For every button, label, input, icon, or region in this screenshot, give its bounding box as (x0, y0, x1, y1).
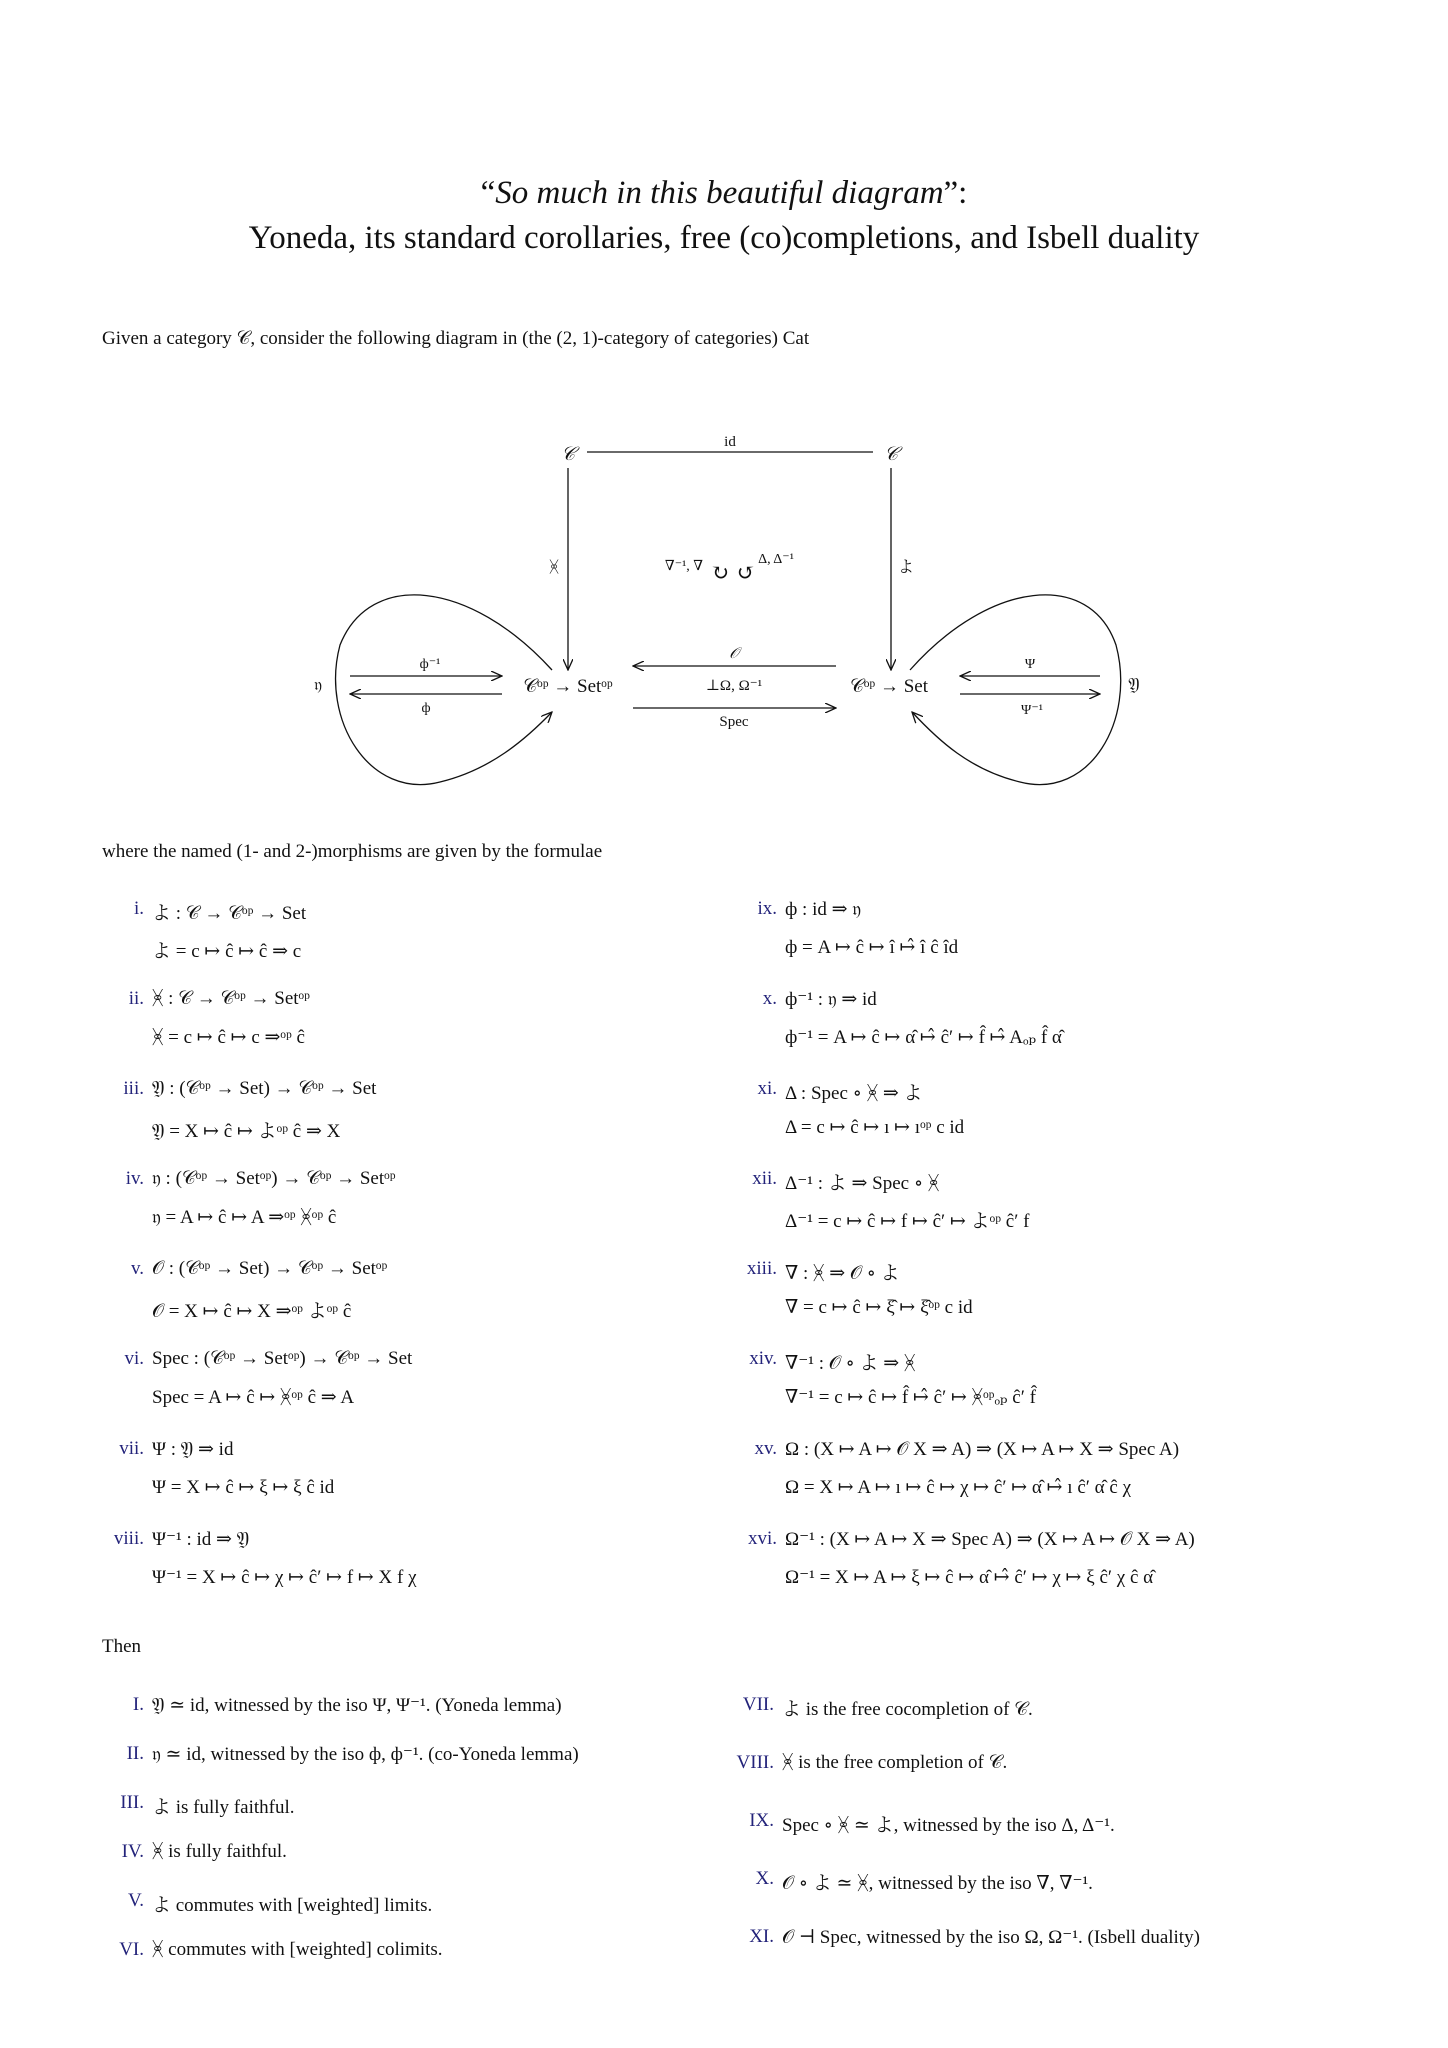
morph-sig: Δ⁻¹ : よ ⇒ Spec ∘ ᚸ (785, 1173, 940, 1194)
then-paragraph: Then (102, 1636, 142, 1657)
adjunction-label: ⊥Ω, Ω⁻¹ (705, 678, 763, 694)
morph-sig: ф⁻¹ : 𝔶 ⇒ id (785, 989, 877, 1010)
morph-formula: Ω = X ↦ A ↦ ı ↦ ĉ ↦ χ ↦ ĉ′ ↦ α̂ ↦̂ ı ĉ′ α̂ ĉ χ (785, 1477, 1131, 1498)
morph-formula: Ψ = X ↦ ĉ ↦ ξ ↦ ξ ĉ id (152, 1477, 335, 1498)
morph-formula: Δ = c ↦ ĉ ↦ ı ↦ ıᵒᵖ c id (785, 1117, 965, 1138)
morph-sig: ∇⁻¹ : 𝒪 ∘ よ ⇒ ᚸ (785, 1353, 916, 1374)
thm-text: 𝒪 ⊣ Spec, witnessed by the iso Ω, Ω⁻¹. (Isbell duality) (782, 1927, 1200, 1948)
left-loop (336, 595, 552, 785)
yo-op-label: ᚸ (549, 559, 559, 576)
morph-sig: ᚸ : 𝒞 → 𝒞ᵒᵖ → Setᵒᵖ (152, 988, 310, 1009)
morph-num: xiv. (749, 1348, 777, 1369)
morph-num: v. (130, 1258, 144, 1279)
psi-inv-label: Ψ⁻¹ (1021, 703, 1043, 718)
morph-num: xi. (757, 1078, 777, 1099)
intro-paragraph: Given a category 𝒞, consider the following diagram in (the (2, 1)-category of categories) Cat (102, 328, 810, 349)
morph-num: ix. (757, 898, 777, 919)
thm-text: 𝔜 ≃ id, witnessed by the iso Ψ, Ψ⁻¹. (Yoneda lemma) (152, 1695, 562, 1716)
morph-num: i. (133, 898, 144, 919)
morph-sig: Spec : (𝒞ᵒᵖ → Setᵒᵖ) → 𝒞ᵒᵖ → Set (152, 1348, 413, 1369)
thm-num: I. (132, 1694, 144, 1715)
morph-num: viii. (113, 1528, 144, 1549)
morph-sig: Δ : Spec ∘ ᚸ ⇒ よ (785, 1083, 923, 1104)
thm-num: V. (127, 1890, 144, 1911)
circ-right-icon: ↺ (736, 560, 756, 585)
morph-formula: ф⁻¹ = A ↦ ĉ ↦ α̂ ↦̂ ĉ′ ↦ f̂ ↦̂ Aₒₚ f̂ α̂ (785, 1027, 1062, 1048)
morph-formula: ᚸ = c ↦ ĉ ↦ c ⇒ᵒᵖ ĉ (152, 1027, 305, 1048)
commutative-diagram (290, 420, 1160, 800)
thm-text: ᚸ is the free completion of 𝒞. (782, 1752, 1008, 1773)
morph-sig: 𝔜 : (𝒞ᵒᵖ → Set) → 𝒞ᵒᵖ → Set (152, 1078, 377, 1099)
title-italic: So much in this beautiful diagram (495, 175, 944, 211)
c-top-left: 𝒞 (561, 444, 575, 465)
morph-formula: Ω⁻¹ = X ↦ A ↦ ξ ↦ ĉ ↦ α̂ ↦̂ ĉ′ ↦ χ ↦ ξ ĉ′ χ ĉ α̂ (785, 1567, 1154, 1588)
thm-num: X. (755, 1868, 774, 1889)
morph-num: xiii. (746, 1258, 777, 1279)
morph-num: x. (762, 988, 777, 1009)
quote-close: ”: (943, 175, 968, 211)
y-left-label: 𝔶 (314, 675, 322, 694)
where-paragraph: where the named (1- and 2-)morphisms are given by the formulae (102, 841, 603, 862)
presheaf: 𝒞ᵒᵖ → Set (849, 676, 929, 697)
thm-num: VI. (119, 1939, 144, 1960)
morph-num: xii. (752, 1168, 777, 1189)
two-cells-left: ∇⁻¹, ∇ (664, 559, 704, 574)
thm-text: 𝔶 ≃ id, witnessed by the iso ф, ф⁻¹. (co-Yoneda lemma) (152, 1744, 579, 1765)
thm-num: XI. (749, 1926, 774, 1947)
morph-sig: 𝒪 : (𝒞ᵒᵖ → Set) → 𝒞ᵒᵖ → Setᵒᵖ (152, 1258, 388, 1279)
morph-sig: ф : id ⇒ 𝔶 (785, 899, 862, 920)
co-yoneda-inv-label: ф (421, 701, 431, 716)
morph-formula: Spec = A ↦ ĉ ↦ ᚸᵒᵖ ĉ ⇒ A (152, 1387, 355, 1408)
thm-text: よ is the free cocompletion of 𝒞. (782, 1699, 1033, 1720)
thm-text: ᚸ is fully faithful. (152, 1841, 287, 1862)
title-line-2: Yoneda, its standard corollaries, free (co)completions, and Isbell duality (248, 220, 1200, 256)
spec-label: Spec (719, 714, 749, 730)
circ-left-icon: ↻ (710, 560, 730, 585)
morph-num: iv. (125, 1168, 144, 1189)
o-label: 𝒪 (729, 646, 739, 662)
morph-formula: 𝒪 = X ↦ ĉ ↦ X ⇒ᵒᵖ よᵒᵖ ĉ (152, 1301, 352, 1322)
morph-sig: ∇ : ᚸ ⇒ 𝒪 ∘ よ (785, 1263, 900, 1284)
thm-num: IX. (749, 1810, 774, 1831)
right-loop (910, 595, 1121, 785)
thm-text: 𝒪 ∘ よ ≃ ᚸ, witnessed by the iso ∇, ∇⁻¹. (782, 1873, 1093, 1894)
morph-formula: Δ⁻¹ = c ↦ ĉ ↦ f ↦ ĉ′ ↦ よᵒᵖ ĉ′ f (785, 1211, 1030, 1232)
thm-num: II. (126, 1743, 144, 1764)
morph-formula: 𝔶 = A ↦ ĉ ↦ A ⇒ᵒᵖ ᚸᵒᵖ ĉ (152, 1207, 337, 1228)
morph-num: xv. (754, 1438, 777, 1459)
thm-num: VIII. (736, 1752, 774, 1773)
yo-label: よ (897, 559, 915, 576)
morph-num: vi. (124, 1348, 144, 1369)
morph-num: vii. (119, 1438, 144, 1459)
thm-text: Spec ∘ ᚸ ≃ よ, witnessed by the iso Δ, Δ⁻¹. (782, 1815, 1115, 1836)
morph-sig: 𝔶 : (𝒞ᵒᵖ → Setᵒᵖ) → 𝒞ᵒᵖ → Setᵒᵖ (152, 1168, 396, 1189)
thm-num: VII. (742, 1694, 774, 1715)
morph-sig: よ : 𝒞 → 𝒞ᵒᵖ → Set (152, 903, 307, 924)
morph-sig: Ψ⁻¹ : id ⇒ 𝔜 (152, 1529, 250, 1550)
y-right-label: 𝔜 (1128, 675, 1140, 694)
presheaf-op: 𝒞ᵒᵖ → Setᵒᵖ (523, 676, 613, 697)
psi-label: Ψ (1024, 657, 1036, 672)
thm-text: よ is fully faithful. (152, 1797, 295, 1818)
thm-num: III. (120, 1792, 144, 1813)
thm-text: ᚸ commutes with [weighted] colimits. (152, 1939, 443, 1960)
morph-sig: Ω⁻¹ : (X ↦ A ↦ X ⇒ Spec A) ⇒ (X ↦ A ↦ 𝒪 X ⇒ A) (785, 1529, 1195, 1550)
morph-sig: Ω : (X ↦ A ↦ 𝒪 X ⇒ A) ⇒ (X ↦ A ↦ X ⇒ Spec A) (785, 1439, 1180, 1460)
morph-formula: ∇⁻¹ = c ↦ ĉ ↦ f̂ ↦̂ ĉ′ ↦ ᚸᵒᵖₒₚ ĉ′ f̂ (785, 1387, 1036, 1408)
morph-formula: 𝔜 = X ↦ ĉ ↦ よᵒᵖ ĉ ⇒ X (152, 1121, 341, 1142)
id-label: id (724, 434, 736, 450)
thm-text: よ commutes with [weighted] limits. (152, 1895, 433, 1916)
quote-open: “ (480, 175, 496, 211)
c-top-right: 𝒞 (884, 444, 898, 465)
morph-num: ii. (128, 988, 144, 1009)
morph-formula: ∇ = c ↦ ĉ ↦ ξ̂ ↦ ξ̂ᵒᵖ c id (785, 1297, 973, 1318)
co-yoneda-label: ф⁻¹ (419, 657, 441, 672)
two-cells-right: Δ, Δ⁻¹ (758, 552, 794, 567)
morph-formula: ф = A ↦ ĉ ↦ î ↦̂ î ĉ îd (785, 937, 959, 958)
thm-num: IV. (121, 1841, 144, 1862)
morph-num: xvi. (747, 1528, 777, 1549)
title-line-1 (0, 175, 1448, 212)
morph-formula: よ = c ↦ ĉ ↦ ĉ ⇒ c (152, 941, 302, 962)
morph-num: iii. (123, 1078, 144, 1099)
morph-formula: Ψ⁻¹ = X ↦ ĉ ↦ χ ↦ ĉ′ ↦ f ↦ X f χ (152, 1567, 417, 1588)
morph-sig: Ψ : 𝔜 ⇒ id (152, 1439, 234, 1460)
